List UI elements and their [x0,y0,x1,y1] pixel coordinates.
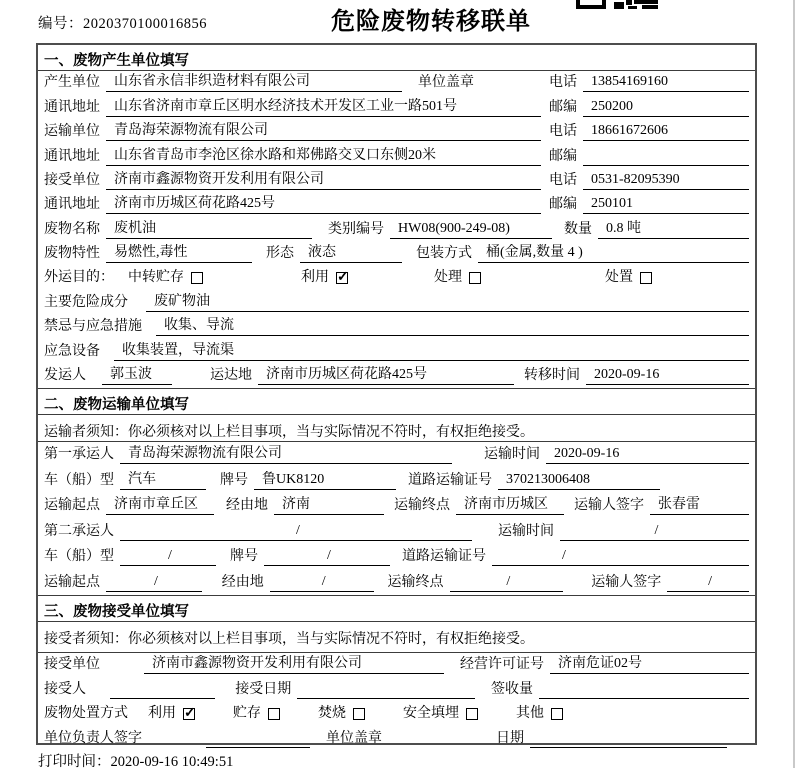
first-route-via-value: 济南 [274,496,384,515]
second-plate-value: / [264,547,390,566]
purpose-option-treat [434,269,481,287]
accept-date-value [297,698,475,699]
print-time-value: 2020-09-16 10:49:51 [110,754,234,768]
dispose-checkbox[interactable] [640,272,652,284]
section-producer [38,45,755,388]
first-road-license-label: 道路运输证号 [408,472,492,488]
first-road-license-value: 370213006408 [498,471,660,490]
producer-zip-label: 邮编 [549,99,577,115]
disposal-option-utilize [148,705,195,723]
receipt-quantity-label: 签收量 [490,681,533,697]
business-license-label: 经营许可证号 [460,657,544,673]
first-carrier-sign-label: 运输人签字 [574,498,644,514]
treat-checkbox[interactable] [469,272,481,284]
producer-phone-label: 电话 [549,75,577,91]
transporter-notice: 运输者须知：你必须核对以上栏目事项，当与实际情况不符时，有权拒绝接受。 [38,415,755,442]
transfer-time-label: 转移时间 [524,367,580,383]
receiver-address-label: 通讯地址 [44,197,100,213]
first-carrier-sign-value: 张春雷 [650,496,749,515]
transfer-purpose-label: 外运目的： [44,270,114,286]
transporter-unit-value: 青岛海荣源物流有限公司 [106,122,541,141]
page-title: 危险废物转移联单 [331,8,531,35]
waste-name-row [38,217,755,241]
disposal-option-utilize-label: 利用 [148,706,176,722]
second-route-row [38,569,755,595]
waste-name-label: 废物名称 [44,221,100,237]
first-transport-time-label: 运输时间 [484,447,540,463]
purpose-option-utilize-label: 利用 [301,270,329,286]
receiver-notice: 接受者须知：你必须核对以上栏目事项，当与实际情况不符时，有权拒绝接受。 [38,622,755,653]
waste-form-label: 形态 [266,246,294,261]
disposal-landfill-checkbox[interactable] [466,708,478,720]
producer-address-row [38,95,755,119]
receiver-unit-value: 济南市鑫源物资开发利用有限公司 [106,171,541,190]
destination-value: 济南市历城区荷花路425号 [258,366,514,385]
accept-date-label: 接受日期 [235,681,292,697]
waste-name-value: 废机油 [106,220,312,239]
disposal-utilize-checkbox[interactable] [183,708,195,720]
transporter-zip-value [583,165,749,166]
producer-unit-row [38,71,755,95]
first-route-end-value: 济南市历城区 [456,496,564,515]
second-transport-time-label: 运输时间 [498,523,554,539]
section-transporter [38,388,755,595]
first-route-start-label: 运输起点 [44,498,100,514]
disposal-method-row [38,702,755,727]
first-carrier-label: 第一承运人 [44,447,114,463]
first-transport-time-value: 2020-09-16 [546,445,749,464]
disposal-store-checkbox[interactable] [268,708,280,720]
waste-category-value: HW08(900-249-08) [390,220,552,239]
emergency-equipment-label: 应急设备 [44,343,100,359]
second-carrier-label: 第二承运人 [44,523,114,539]
section1-header: 一、废物产生单位填写 [38,45,755,71]
transporter-phone-label: 电话 [549,124,577,140]
transporter-zip-label: 邮编 [549,148,577,164]
second-carrier-row [38,518,755,544]
waste-character-row [38,242,755,266]
accept-unit-label: 接受单位 [44,657,100,673]
second-road-license-value: / [492,547,749,566]
transporter-unit-row [38,120,755,144]
second-carrier-sign-value: / [667,573,749,592]
disposal-option-incinerate-label: 焚烧 [318,706,346,722]
disposal-option-other-label: 其他 [516,706,544,722]
receiver-zip-label: 邮编 [549,197,577,213]
transporter-address-label: 通讯地址 [44,148,100,164]
producer-address-label: 通讯地址 [44,99,100,115]
disposal-incinerate-checkbox[interactable] [353,708,365,720]
first-route-end-label: 运输终点 [394,498,450,514]
unit-stamp-label: 单位盖章 [418,75,474,91]
disposal-other-checkbox[interactable] [551,708,563,720]
unit-stamp-label-2: 单位盖章 [326,730,382,746]
sign-date-value [530,747,727,748]
acceptor-label: 接受人 [44,681,86,697]
second-vehicle-row [38,544,755,570]
manifest-form [36,43,757,745]
packing-value: 桶(金属,数量 4 ) [478,244,749,263]
second-route-via-value: / [270,573,374,592]
dispatcher-label: 发运人 [44,367,86,383]
acceptor-value [110,698,215,699]
producer-zip-value: 250200 [583,98,749,117]
receiver-phone-value: 0531-82095390 [583,171,749,190]
receipt-quantity-value [539,698,749,699]
disposal-option-store-label: 贮存 [233,706,261,722]
accept-unit-row [38,653,755,678]
purpose-option-treat-label: 处理 [434,270,462,286]
qr-code-fragment [576,0,660,10]
dispatch-row [38,364,755,388]
receiver-unit-label: 接受单位 [44,172,100,188]
first-vehicle-type-label: 车（船）型 [44,472,114,488]
transfer-time-value: 2020-09-16 [586,366,749,385]
first-route-start-value: 济南市章丘区 [106,496,214,515]
acceptor-row [38,677,755,702]
disposal-option-incinerate [318,705,365,723]
producer-phone-value: 13854169160 [583,73,749,92]
disposal-option-store [233,705,280,723]
disposal-option-other [516,705,563,723]
dispatcher-value: 郭玉波 [102,366,172,385]
receiver-address-value: 济南市历城区荷花路425号 [106,195,541,214]
transporter-address-row [38,144,755,168]
first-route-row [38,493,755,519]
responsible-sign-row [38,726,755,751]
second-route-end-label: 运输终点 [387,574,444,590]
second-route-start-label: 运输起点 [44,574,100,590]
second-vehicle-type-value: / [120,547,216,566]
packing-label: 包装方式 [416,246,472,261]
first-carrier-value: 青岛海荣源物流有限公司 [120,445,452,464]
transfer-purpose-row [38,266,755,290]
emergency-equipment-row [38,339,755,363]
hazard-component-row [38,290,755,314]
taboo-measures-row [38,315,755,339]
waste-quantity-label: 数量 [564,221,592,237]
first-carrier-row [38,442,755,468]
producer-unit-label: 产生单位 [44,75,100,91]
purpose-option-utilize [301,269,348,287]
page-right-edge [793,0,795,768]
waste-category-label: 类别编号 [328,221,384,237]
receiver-unit-row [38,169,755,193]
purpose-option-dispose-label: 处置 [605,270,633,286]
second-plate-label: 牌号 [230,549,258,565]
second-route-via-label: 经由地 [221,574,264,590]
second-road-license-label: 道路运输证号 [402,549,486,565]
business-license-value: 济南危证02号 [550,655,749,674]
responsible-sign-value [206,747,310,748]
emergency-equipment-value: 收集装置，导流渠 [114,342,749,361]
hazard-component-value: 废矿物油 [146,293,749,312]
disposal-option-landfill [403,705,478,723]
section-receiver [38,595,755,751]
second-transport-time-value: / [560,522,749,541]
second-carrier-sign-label: 运输人签字 [591,574,662,590]
waste-form-value: 液态 [300,244,402,263]
purpose-option-dispose [605,269,652,287]
transporter-phone-value: 18661672606 [583,122,749,141]
purpose-option-storage [128,269,203,287]
producer-unit-value: 山东省永信非织造材料有限公司 [106,73,402,92]
waste-character-label: 废物特性 [44,246,100,261]
serial-value: 2020370100016856 [83,16,207,32]
accept-unit-value: 济南市鑫源物资开发利用有限公司 [144,655,444,674]
receiver-address-row [38,193,755,217]
sign-date-label: 日期 [496,730,524,746]
print-time-label: 打印时间： [38,754,111,768]
receiver-phone-label: 电话 [549,172,577,188]
serial-number-line [38,12,207,33]
responsible-sign-label: 单位负责人签字 [44,730,142,746]
taboo-measures-label: 禁忌与应急措施 [44,319,142,335]
producer-address-value: 山东省济南市章丘区明水经济技术开发区工业一路501号 [106,98,541,117]
taboo-measures-value: 收集、导流 [156,317,749,336]
section2-header: 二、废物运输单位填写 [38,388,755,415]
destination-label: 运达地 [210,367,252,383]
section3-header: 三、废物接受单位填写 [38,595,755,622]
disposal-method-label: 废物处置方式 [44,706,128,722]
first-plate-value: 鲁UK8120 [254,471,396,490]
hazard-component-label: 主要危险成分 [44,294,128,310]
purpose-option-storage-label: 中转贮存 [128,270,184,286]
first-vehicle-row [38,467,755,493]
transporter-unit-label: 运输单位 [44,124,100,140]
second-carrier-value: / [120,522,472,541]
serial-label: 编号： [38,16,83,32]
print-time-line [38,750,233,768]
waste-character-value: 易燃性,毒性 [106,244,252,263]
waste-quantity-value: 0.8 吨 [598,220,749,239]
second-route-end-value: / [450,573,564,592]
second-route-start-value: / [106,573,202,592]
utilize-checkbox[interactable] [336,272,348,284]
receiver-zip-value: 250101 [583,195,749,214]
disposal-option-landfill-label: 安全填埋 [403,706,459,722]
storage-checkbox[interactable] [191,272,203,284]
transporter-address-value: 山东省青岛市李沧区徐水路和郑佛路交叉口东侧20米 [106,147,541,166]
first-route-via-label: 经由地 [226,498,268,514]
first-vehicle-type-value: 汽车 [120,471,206,490]
second-vehicle-type-label: 车（船）型 [44,549,114,565]
first-plate-label: 牌号 [220,472,248,488]
